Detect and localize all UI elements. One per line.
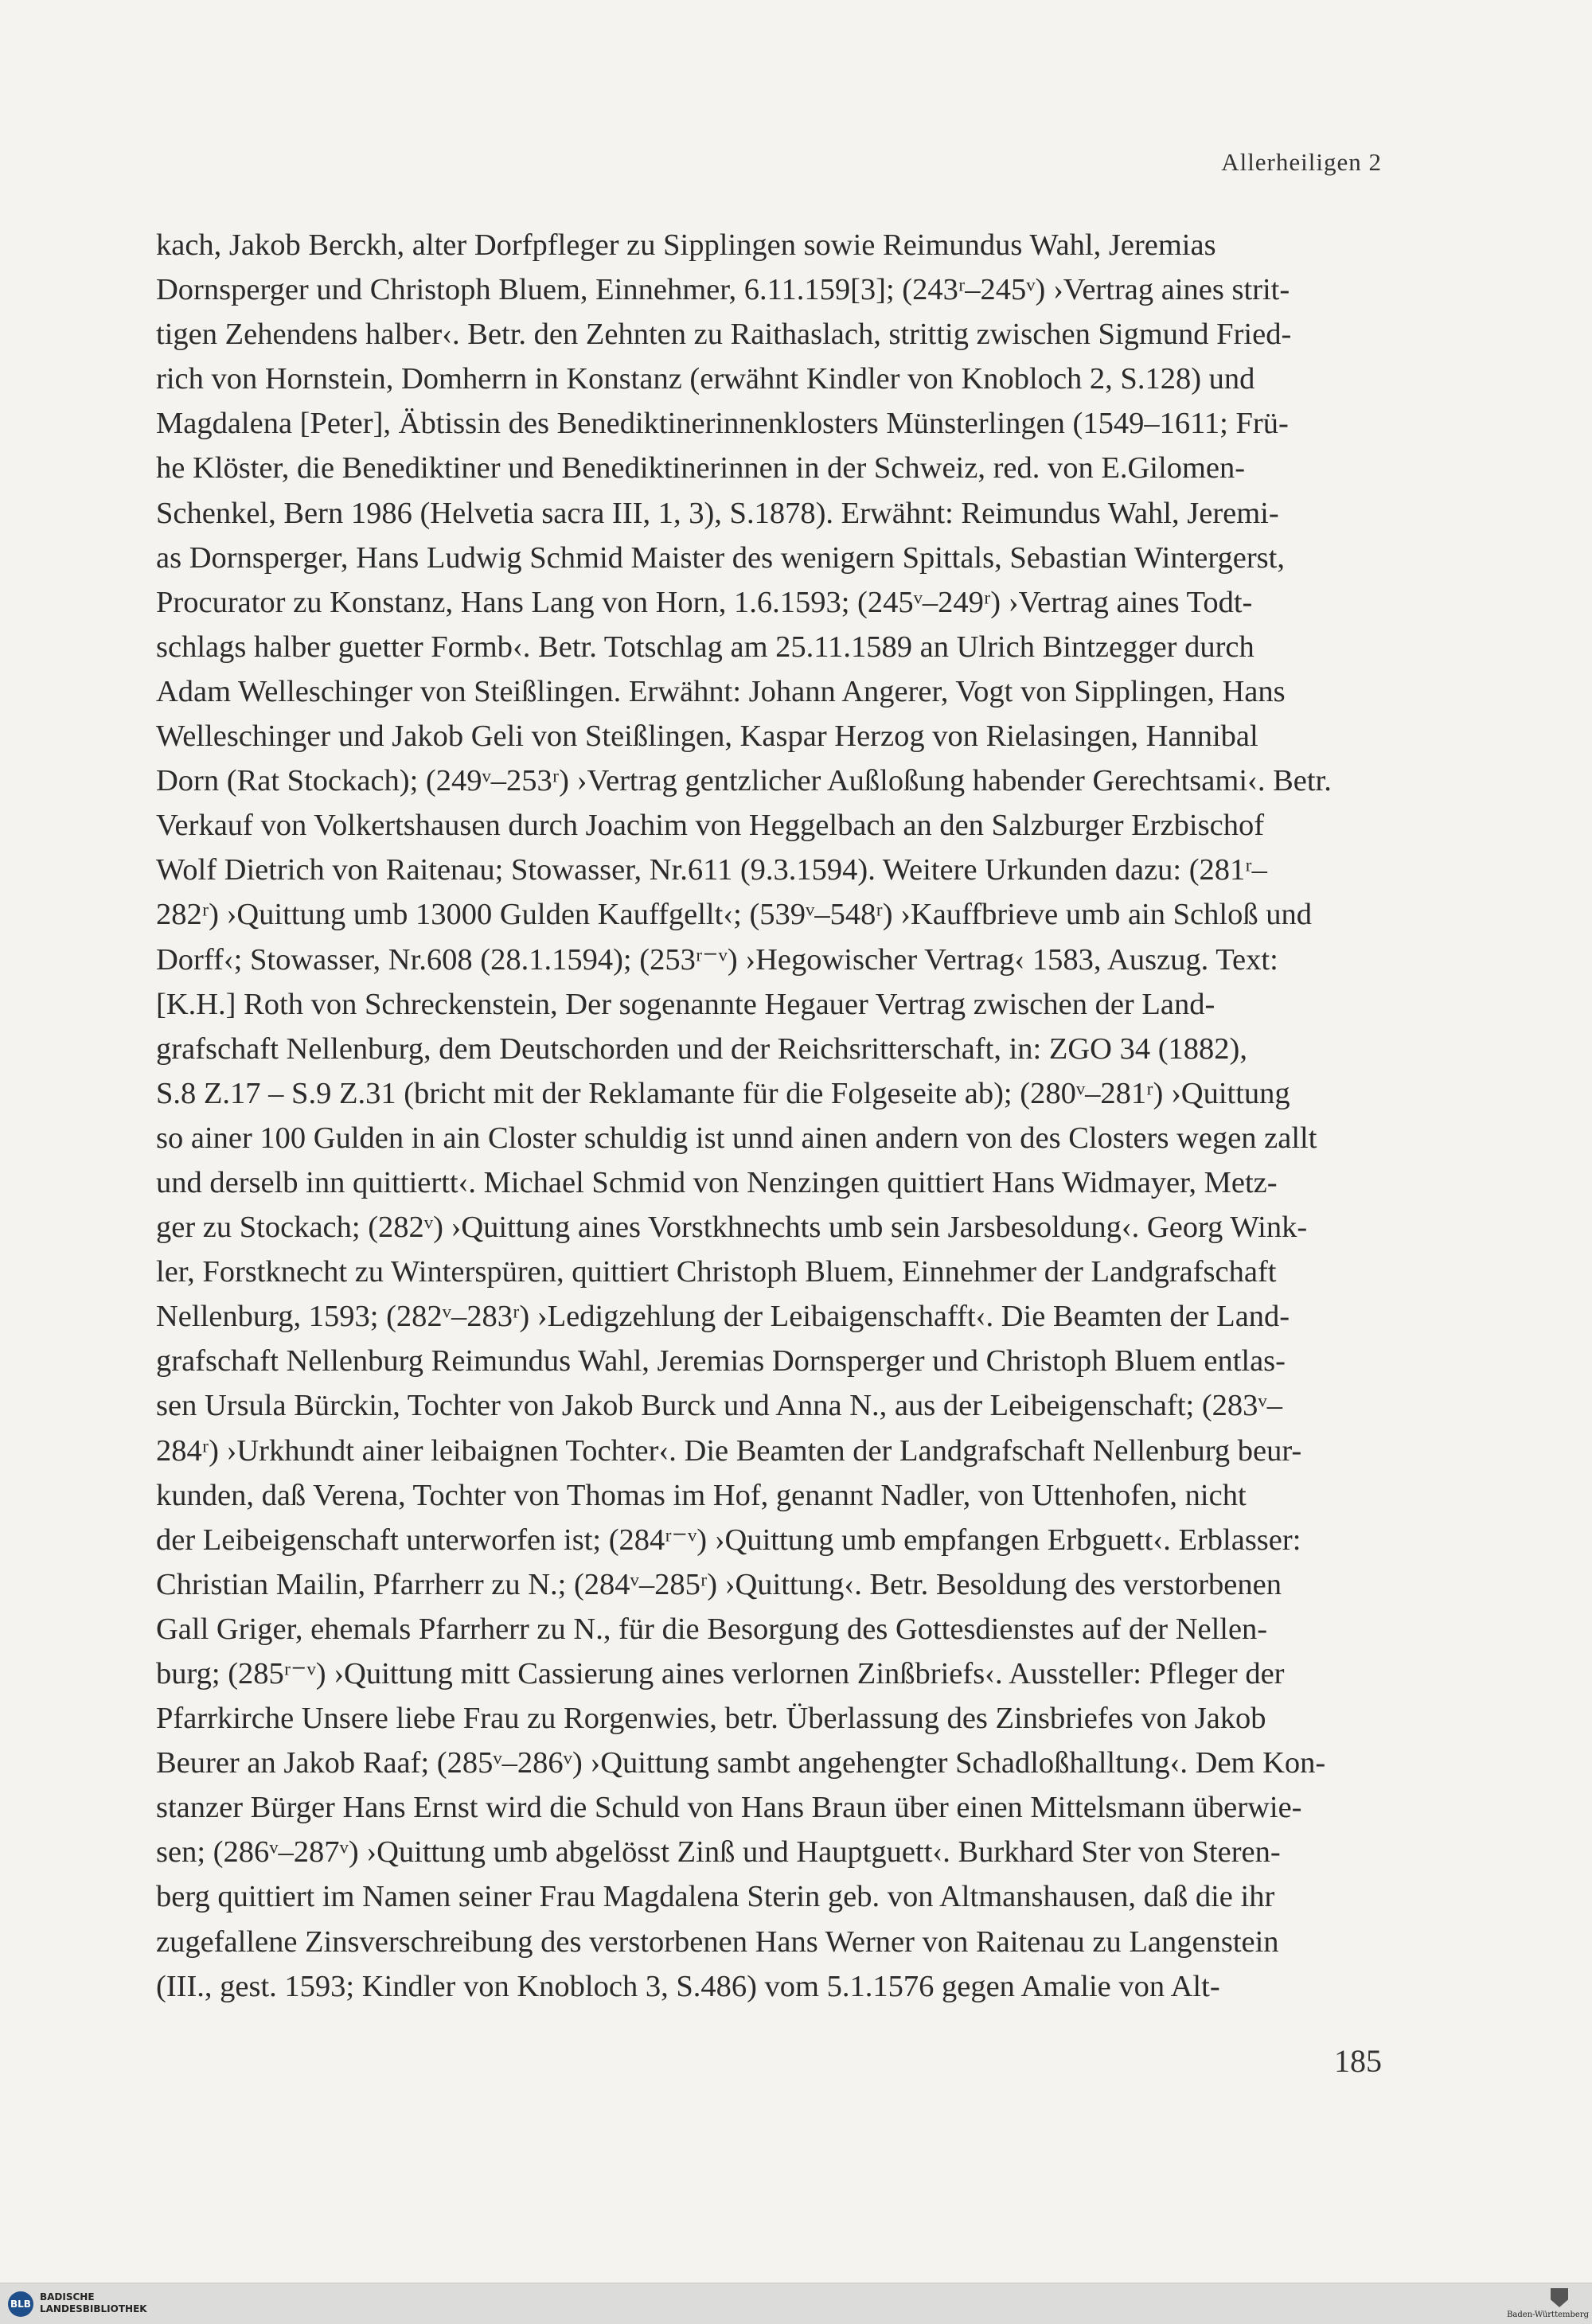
text-line: schlags halber guetter Formb‹. Betr. Totschlag am 25.11.1589 an Ulrich Bintzegger durch bbox=[156, 630, 1254, 664]
text-line: (III., gest. 1593; Kindler von Knobloch 3, S.486) vom 5.1.1576 gegen Amalie von Alt- bbox=[156, 1969, 1220, 2003]
text-line: berg quittiert im Namen seiner Frau Magdalena Sterin geb. von Altmanshausen, daß die ihr bbox=[156, 1880, 1275, 1914]
state-label: Baden-Württemberg bbox=[1507, 2310, 1589, 2319]
text-line: grafschaft Nellenburg Reimundus Wahl, Jeremias Dornsperger und Christoph Bluem entlas- bbox=[156, 1344, 1286, 1378]
blb-logo-icon[interactable]: BLB bbox=[8, 2291, 33, 2317]
text-line: Verkauf von Volkertshausen durch Joachim von Heggelbach an den Salzburger Erzbischof bbox=[156, 809, 1265, 843]
text-line: so ainer 100 Gulden in ain Closter schuldig ist unnd ainen andern von des Closters wegen zallt bbox=[156, 1121, 1317, 1155]
running-head: Allerheiligen 2 bbox=[1221, 148, 1382, 176]
text-line: Pfarrkirche Unsere liebe Frau zu Rorgenwies, betr. Überlassung des Zinsbriefes von Jakob bbox=[156, 1702, 1266, 1736]
body-text bbox=[156, 223, 1382, 2009]
text-line: Wolf Dietrich von Raitenau; Stowasser, Nr.611 (9.3.1594). Weitere Urkunden dazu: (281ʳ– bbox=[156, 853, 1267, 887]
text-line: grafschaft Nellenburg, dem Deutschorden und der Reichsritterschaft, in: ZGO 34 (1882), bbox=[156, 1031, 1247, 1066]
text-line: kunden, daß Verena, Tochter von Thomas im Hof, genannt Nadler, von Uttenhofen, nicht bbox=[156, 1478, 1247, 1512]
text-line: kach, Jakob Berckh, alter Dorfpfleger zu Sipplingen sowie Reimundus Wahl, Jeremias bbox=[156, 228, 1216, 262]
text-line: he Klöster, die Benediktiner und Benediktinerinnen in der Schweiz, red. von E.Gilomen- bbox=[156, 451, 1246, 485]
text-line: Dorff‹; Stowasser, Nr.608 (28.1.1594); (253ʳ⁻ᵛ) ›Hegowischer Vertrag‹ 1583, Auszug. Text: bbox=[156, 942, 1278, 977]
text-line: S.8 Z.17 – S.9 Z.31 (bricht mit der Reklamante für die Folgeseite ab); (280ᵛ–281ʳ) ›Quittung bbox=[156, 1076, 1290, 1110]
text-line: ler, Forstknecht zu Winterspüren, quittiert Christoph Bluem, Einnehmer der Landgrafschaft bbox=[156, 1255, 1277, 1289]
text-line: 282ʳ) ›Quittung umb 13000 Gulden Kauffgellt‹; (539ᵛ–548ʳ) ›Kauffbrieve umb ain Schloß und bbox=[156, 898, 1312, 932]
text-line: Magdalena [Peter], Äbtissin des Benediktinerinnenklosters Münsterlingen (1549–1611; Frü- bbox=[156, 407, 1289, 441]
library-name-line2: LANDESBIBLIOTHEK bbox=[40, 2303, 147, 2314]
library-name-line1: BADISCHE bbox=[40, 2291, 95, 2303]
text-line: Nellenburg, 1593; (282ᵛ–283ʳ) ›Ledigzehlung der Leibaigenschafft‹. Die Beamten der Land- bbox=[156, 1300, 1290, 1334]
text-line: Christian Mailin, Pfarrherr zu N.; (284ᵛ–285ʳ) ›Quittung‹. Betr. Besoldung des verstorbenen bbox=[156, 1567, 1282, 1601]
text-line: stanzer Bürger Hans Ernst wird die Schuld von Hans Braun über einen Mittelsmann überwie- bbox=[156, 1791, 1302, 1825]
text-line: burg; (285ʳ⁻ᵛ) ›Quittung mitt Cassierung aines verlornen Zinßbriefs‹. Aussteller: Pfleger der bbox=[156, 1657, 1285, 1690]
text-line: zugefallene Zinsverschreibung des verstorbenen Hans Werner von Raitenau zu Langenstein bbox=[156, 1924, 1279, 1959]
library-name bbox=[40, 2291, 147, 2315]
text-line: Beurer an Jakob Raaf; (285ᵛ–286ᵛ) ›Quittung sambt angehengter Schadloßhalltung‹. Dem Kon- bbox=[156, 1746, 1326, 1780]
text-line: Procurator zu Konstanz, Hans Lang von Horn, 1.6.1593; (245ᵛ–249ʳ) ›Vertrag aines Todt- bbox=[156, 585, 1253, 619]
text-line: ger zu Stockach; (282ᵛ) ›Quittung aines Vorstkhnechts umb sein Jarsbesoldung‹. Georg Wink- bbox=[156, 1211, 1308, 1245]
text-line: Gall Griger, ehemals Pfarrherr zu N., für die Besorgung des Gottesdienstes auf der Nellen- bbox=[156, 1612, 1268, 1646]
text-line: Adam Welleschinger von Steißlingen. Erwähnt: Johann Angerer, Vogt von Sipplingen, Hans bbox=[156, 674, 1286, 708]
text-line: 284ʳ) ›Urkhundt ainer leibaignen Tochter‹. Die Beamten der Landgrafschaft Nellenburg beur- bbox=[156, 1433, 1302, 1468]
page-number: 185 bbox=[1334, 2043, 1382, 2079]
text-line: as Dornsperger, Hans Ludwig Schmid Maister des wenigern Spittals, Sebastian Wintergerst, bbox=[156, 540, 1285, 575]
state-crest-icon bbox=[1551, 2288, 1568, 2307]
text-line: Welleschinger und Jakob Geli von Steißlingen, Kaspar Herzog von Rielasingen, Hannibal bbox=[156, 719, 1258, 754]
text-line: und derselb inn quittiertt‹. Michael Schmid von Nenzingen quittiert Hans Widmayer, Metz- bbox=[156, 1165, 1278, 1199]
text-line: rich von Hornstein, Domherrn in Konstanz (erwähnt Kindler von Knobloch 2, S.128) und bbox=[156, 362, 1255, 396]
text-line: Dornsperger und Christoph Bluem, Einnehmer, 6.11.159[3]; (243ʳ–245ᵛ) ›Vertrag aines strit- bbox=[156, 273, 1290, 307]
text-line: Dorn (Rat Stockach); (249ᵛ–253ʳ) ›Vertrag gentzlicher Außloßung habender Gerechtsami‹. Betr. bbox=[156, 764, 1332, 798]
text-line: tigen Zehendens halber‹. Betr. den Zehnten zu Raithaslach, strittig zwischen Sigmund Fried- bbox=[156, 318, 1292, 352]
text-line: Schenkel, Bern 1986 (Helvetia sacra III, 1, 3), S.1878). Erwähnt: Reimundus Wahl, Jeremi- bbox=[156, 496, 1279, 530]
text-line: sen Ursula Bürckin, Tochter von Jakob Burck und Anna N., aus der Leibeigenschaft; (283ᵛ– bbox=[156, 1389, 1282, 1423]
footer-bar bbox=[0, 2283, 1592, 2324]
text-line: [K.H.] Roth von Schreckenstein, Der sogenannte Hegauer Vertrag zwischen der Land- bbox=[156, 987, 1215, 1021]
text-line: sen; (286ᵛ–287ᵛ) ›Quittung umb abgelösst Zinß und Hauptguett‹. Burkhard Ster von Steren- bbox=[156, 1835, 1281, 1870]
text-line: der Leibeigenschaft unterworfen ist; (284ʳ⁻ᵛ) ›Quittung umb empfangen Erbguett‹. Erblasser: bbox=[156, 1523, 1301, 1557]
